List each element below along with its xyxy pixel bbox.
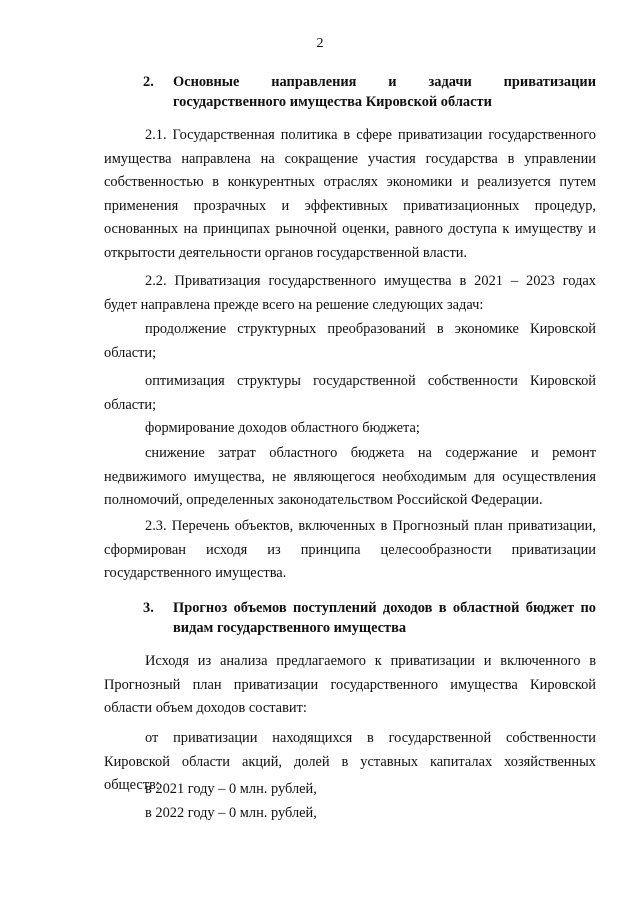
paragraph-2-3: 2.3. Перечень объектов, включенных в Прогнозный план приватизации, сформирован исходя из принципа целесообразности приватизации государственного имущества. [104, 518, 596, 581]
task-item-4: снижение затрат областного бюджета на содержание и ремонт недвижимого имущества, не являющегося необходимым для осуществления полномочий, определенных законодательством Российской Федерации. [104, 445, 596, 508]
section-3-heading [143, 598, 596, 638]
section-2-heading [143, 72, 596, 112]
paragraph-2-2: 2.2. Приватизация государственного имущества в 2021 – 2023 годах будет направлена прежде всего на решение следующих задач: [104, 273, 596, 313]
task-item-1: продолжение структурных преобразований в экономике Кировской области; [104, 321, 596, 361]
section-2-title-line-1: Основные направления и задачи приватизации [173, 74, 596, 90]
paragraph-3-shares: от приватизации находящихся в государственной собственности Кировской области акций, долей в уставных капиталах хозяйственных обществ: [104, 730, 596, 793]
revenue-2022: в 2022 году – 0 млн. рублей, [145, 805, 317, 821]
revenue-2021: в 2021 году – 0 млн. рублей, [145, 781, 317, 797]
section-2-title-line-2: государственного имущества Кировской области [173, 94, 492, 110]
paragraph-3-intro: Исходя из анализа предлагаемого к приватизации и включенного в Прогнозный план приватизации государственного имущества Кировской области объем доходов составит: [104, 653, 596, 716]
paragraph-2-1: 2.1. Государственная политика в сфере приватизации государственного имущества направлена на сокращение участия государства в управлении собственностью в конкурентных отраслях экономики и реализуется путем применения прозрачных и эффективных приватизационных процедур, основанных на принципах рыночной оценки, равного доступа к имуществу и открытости деятельности органов государственной власти. [104, 127, 596, 261]
section-3-title-line-1: Прогноз объемов поступлений доходов в областной бюджет по [173, 600, 596, 616]
section-3-title-line-2: видам государственного имущества [173, 620, 407, 636]
task-item-2: оптимизация структуры государственной собственности Кировской области; [104, 373, 596, 413]
page-number: 2 [316, 36, 324, 51]
section-3-number: 3. [143, 600, 154, 616]
task-item-3: формирование доходов областного бюджета; [145, 420, 420, 436]
section-2-number: 2. [143, 74, 154, 90]
